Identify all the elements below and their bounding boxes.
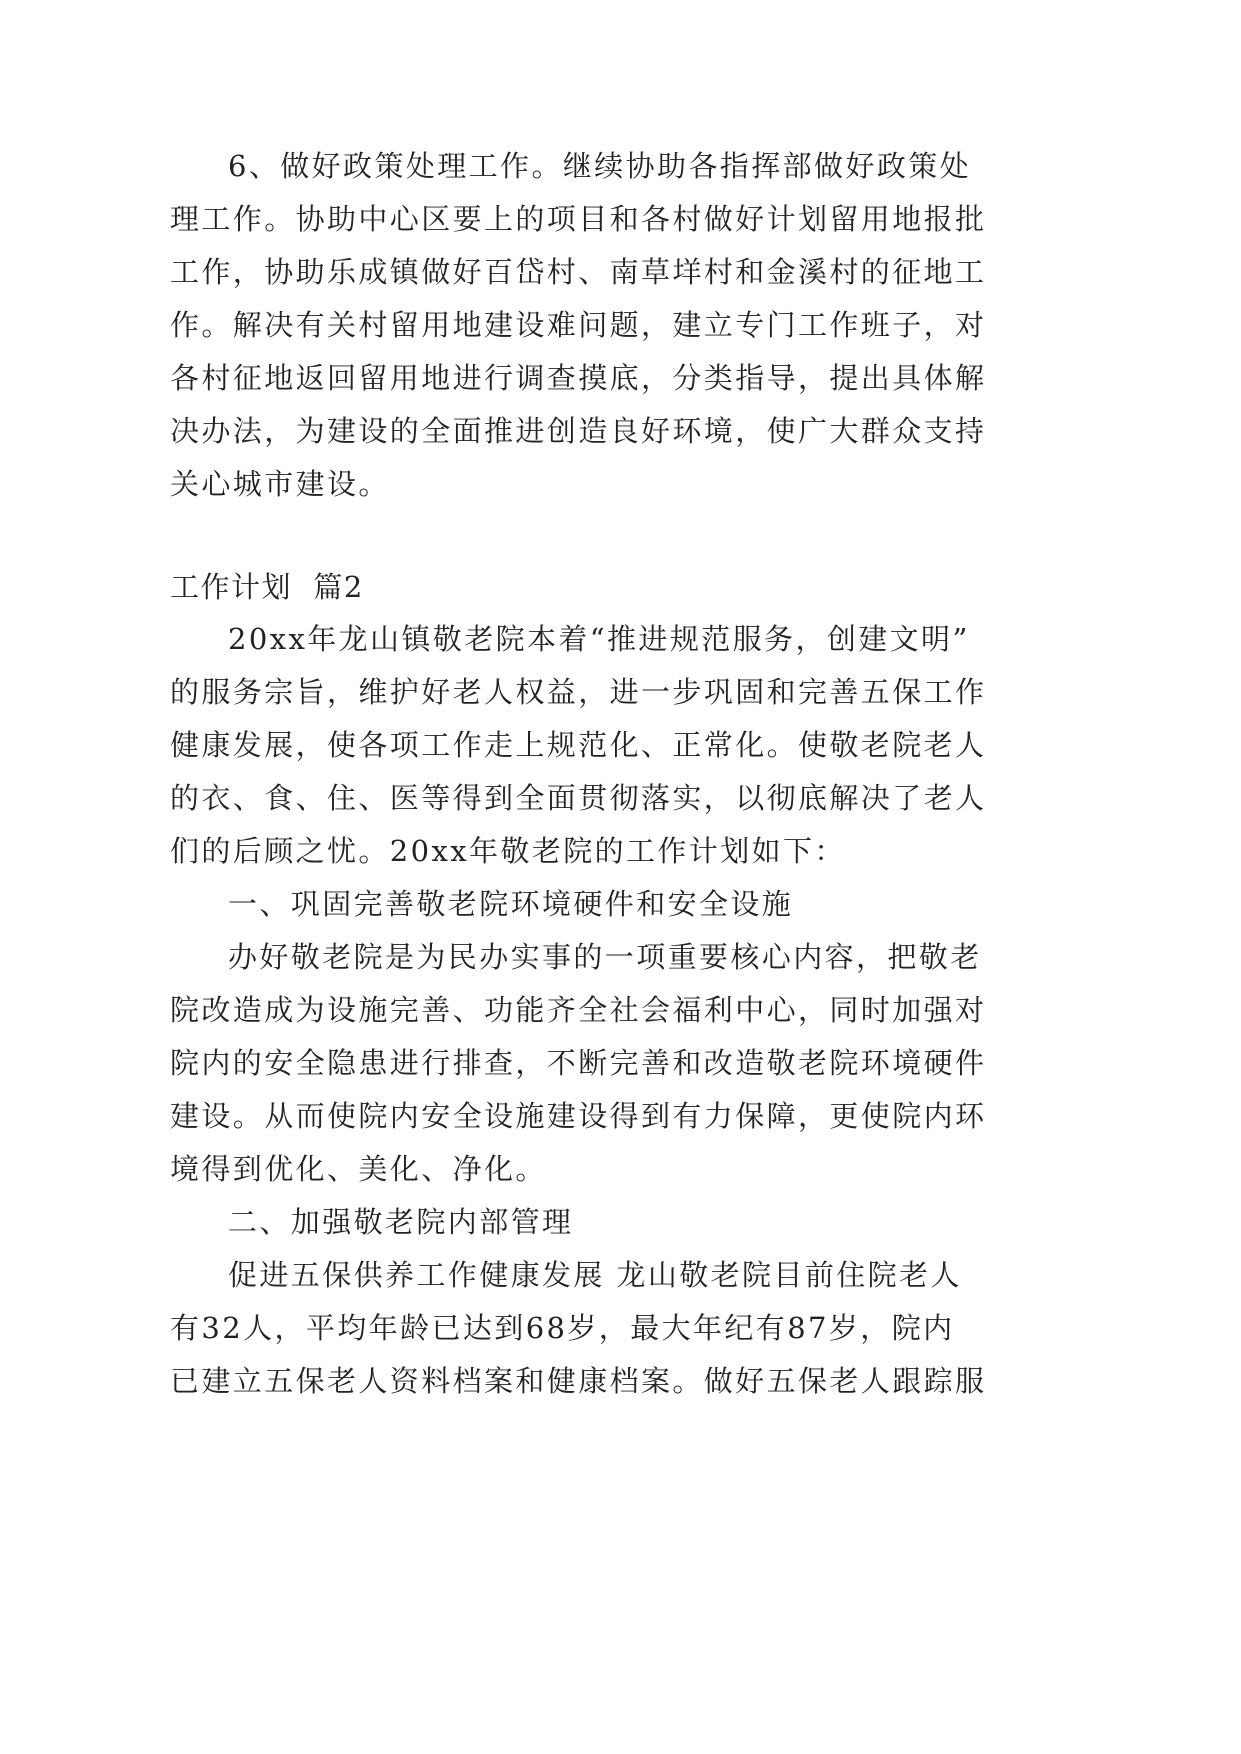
paragraph-line: 各村征地返回留用地进行调查摸底，分类指导，提出具体解 [170,361,987,395]
paragraph-line: 的服务宗旨，维护好老人权益，进一步巩固和完善五保工作 [170,675,987,709]
section-heading: 工作计划 篇2 [170,570,364,604]
paragraph-line: 理工作。协助中心区要上的项目和各村做好计划留用地报批 [170,202,987,236]
paragraph-line: 境得到优化、美化、净化。 [170,1152,547,1186]
subheading-line: 一、巩固完善敬老院环境硬件和安全设施 [228,887,794,921]
paragraph-line: 作。解决有关村留用地建设难问题，建立专门工作班子，对 [170,308,987,342]
subheading-line: 二、加强敬老院内部管理 [228,1205,574,1239]
paragraph-line: 促进五保供养工作健康发展 龙山敬老院目前住院老人 [228,1258,962,1292]
paragraph-line: 院内的安全隐患进行排查，不断完善和改造敬老院环境硬件 [170,1046,987,1080]
paragraph-line: 有32人，平均年龄已达到68岁，最大年纪有87岁，院内 [170,1311,955,1345]
paragraph-line: 工作，协助乐成镇做好百岱村、南草垟村和金溪村的征地工 [170,255,987,289]
paragraph-line: 建设。从而使院内安全设施建设得到有力保障，更使院内环 [170,1099,987,1133]
paragraph-line: 20xx年龙山镇敬老院本着“推进规范服务，创建文明” [228,622,970,656]
paragraph-line: 关心城市建设。 [170,467,390,501]
paragraph-line: 办好敬老院是为民办实事的一项重要核心内容，把敬老 [228,940,982,974]
paragraph-line: 院改造成为设施完善、功能齐全社会福利中心，同时加强对 [170,993,987,1027]
paragraph-line: 决办法，为建设的全面推进创造良好环境，使广大群众支持 [170,414,987,448]
paragraph-line: 6、做好政策处理工作。继续协助各指挥部做好政策处 [228,149,972,183]
paragraph-line: 已建立五保老人资料档案和健康档案。做好五保老人跟踪服 [170,1364,987,1398]
paragraph-line: 们的后顾之忧。20xx年敬老院的工作计划如下： [170,834,846,868]
paragraph-line: 的衣、食、住、医等得到全面贯彻落实，以彻底解决了老人 [170,781,987,815]
paragraph-line: 健康发展，使各项工作走上规范化、正常化。使敬老院老人 [170,728,987,762]
